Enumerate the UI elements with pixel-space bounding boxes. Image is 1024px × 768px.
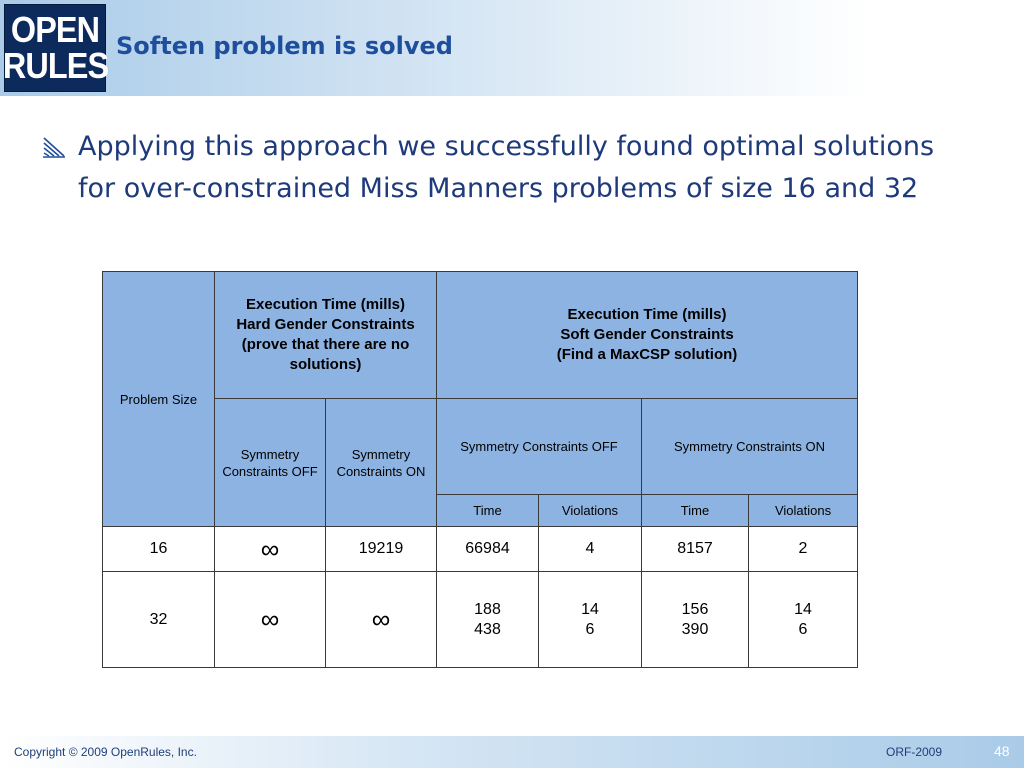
conference-label: ORF-2009	[886, 745, 943, 759]
soft-header-line-3: (Find a MaxCSP solution)	[556, 346, 738, 363]
soft-sym-off-header: Symmetry Constraints OFF	[437, 399, 642, 495]
soft-header-line-1: Execution Time (mills)	[567, 306, 727, 323]
hard-sym-off-header: Symmetry Constraints OFF	[215, 399, 326, 527]
value-line: 14	[581, 600, 599, 618]
value-line: 14	[794, 600, 812, 618]
soft-on-violations-header: Violations	[749, 495, 858, 527]
cell-soft-off-time: 66984	[437, 527, 539, 572]
value-line: 156	[681, 600, 709, 618]
header-band	[0, 0, 1024, 96]
value-line: 188	[474, 600, 501, 618]
cell-soft-off-violations: 4	[539, 527, 642, 572]
cell-soft-off-violations	[539, 572, 642, 668]
hard-header-line-1: Execution Time (mills)	[246, 296, 405, 313]
cell-soft-on-time: 8157	[642, 527, 749, 572]
soft-constraints-header	[437, 272, 858, 399]
cell-soft-on-violations: 2	[749, 527, 858, 572]
logo-line-1: OPEN	[10, 9, 100, 50]
cell-soft-off-time	[437, 572, 539, 668]
table-row	[103, 527, 858, 572]
footer-band	[0, 736, 1024, 768]
bullet-text: Applying this approach we successfully found optimal solutions for over-constrained Miss Manners problems of size 16 and 32	[78, 131, 935, 204]
cell-soft-on-violations	[749, 572, 858, 668]
problem-size-header: Problem Size	[103, 272, 215, 527]
cell-hard-off: ∞	[215, 572, 326, 668]
hard-sym-on-header: Symmetry Constraints ON	[326, 399, 437, 527]
cell-size: 16	[103, 527, 215, 572]
value-line: 6	[585, 620, 595, 638]
results-table	[102, 271, 858, 668]
soft-off-violations-header: Violations	[539, 495, 642, 527]
slide-title: Soften problem is solved	[116, 32, 453, 60]
hard-constraints-header	[215, 272, 437, 399]
soft-off-time-header: Time	[437, 495, 539, 527]
bullet-point	[42, 126, 972, 210]
hard-header-line-2: Hard Gender Constraints	[236, 316, 415, 333]
logo-line-2: RULES	[2, 45, 108, 86]
hard-header-line-3: (prove that there are no solutions)	[241, 336, 410, 373]
diagonal-lines-icon	[42, 136, 66, 158]
cell-hard-off: ∞	[215, 527, 326, 572]
table-row	[103, 572, 858, 668]
value-line: 390	[681, 620, 709, 638]
soft-header-line-2: Soft Gender Constraints	[560, 326, 734, 343]
cell-hard-on: 19219	[326, 527, 437, 572]
openrules-logo	[4, 4, 106, 92]
copyright-text: Copyright © 2009 OpenRules, Inc.	[14, 745, 197, 759]
soft-sym-on-header: Symmetry Constraints ON	[642, 399, 858, 495]
value-line: 6	[798, 620, 808, 638]
page-number: 48	[994, 743, 1010, 759]
cell-soft-on-time	[642, 572, 749, 668]
cell-size: 32	[103, 572, 215, 668]
cell-hard-on: ∞	[326, 572, 437, 668]
value-line: 438	[474, 620, 501, 638]
soft-on-time-header: Time	[642, 495, 749, 527]
